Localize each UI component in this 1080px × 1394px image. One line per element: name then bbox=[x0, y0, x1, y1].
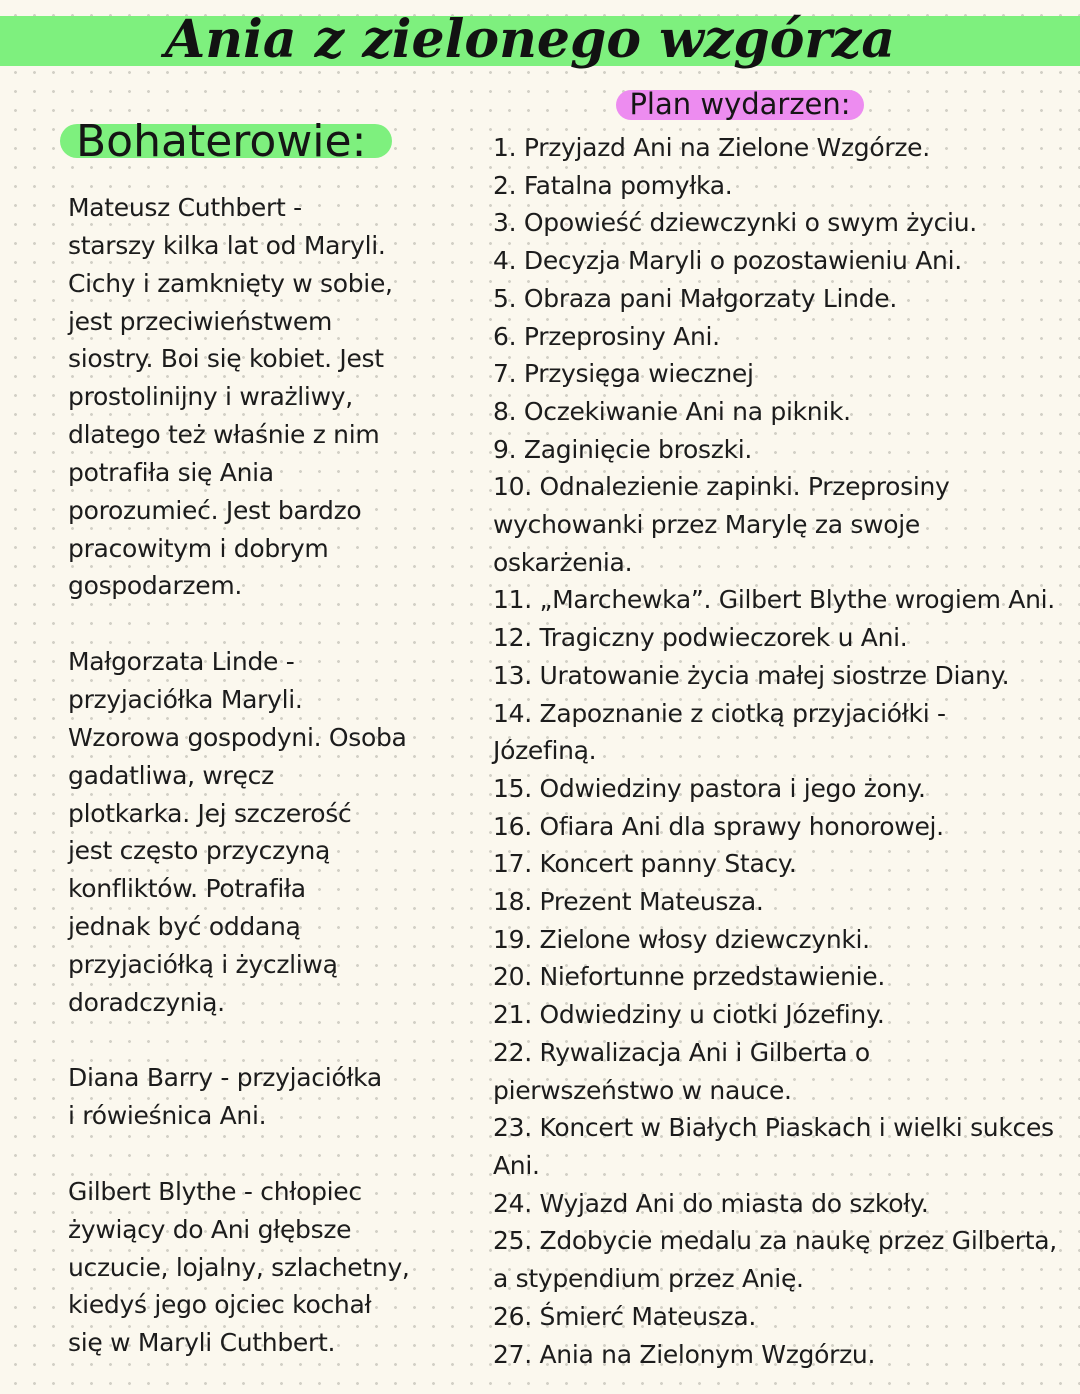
event-item: 23. Koncert w Białych Piaskach i wielki sukces Ani. bbox=[493, 1113, 1054, 1180]
character-description: Małgorzata Linde - przyjaciółka Maryli. Wzorowa gospodyni. Osoba gadatliwa, wręcz plotkarka. Jej szczerość jest często przyczyną konfliktów. Potrafiła jednak być oddaną przyjaciółką i życzliwą doradczynią. bbox=[68, 647, 407, 1017]
event-item: 3. Opowieść dziewczynki o swym życiu. bbox=[493, 208, 977, 238]
character-description: Diana Barry - przyjaciółka i rówieśnica Ani. bbox=[68, 1063, 382, 1131]
event-item: 8. Oczekiwanie Ani na piknik. bbox=[493, 396, 851, 426]
event-item: 6. Przeprosiny Ani. bbox=[493, 321, 720, 351]
characters-section bbox=[68, 189, 412, 1362]
event-item: 13. Uratowanie życia małej siostrze Diany. bbox=[493, 660, 1010, 690]
event-item: 10. Odnalezienie zapinki. Przeprosiny wychowanki przez Marylę za swoje oskarżenia. bbox=[493, 472, 950, 577]
page-title: Ania z zielonego wzgórza bbox=[164, 9, 896, 70]
event-item: 18. Prezent Mateusza. bbox=[493, 887, 764, 917]
event-item: 21. Odwiedziny u ciotki Józefiny. bbox=[493, 1000, 885, 1030]
event-item: 12. Tragiczny podwieczorek u Ani. bbox=[493, 623, 908, 653]
event-item: 5. Obraza pani Małgorzaty Linde. bbox=[493, 283, 897, 313]
event-item: 19. Zielone włosy dziewczynki. bbox=[493, 924, 870, 954]
event-item: 27. Ania na Zielonym Wzgórzu. bbox=[493, 1339, 876, 1369]
event-item: 4. Decyzja Maryli o pozostawieniu Ani. bbox=[493, 246, 962, 276]
event-item: 17. Koncert panny Stacy. bbox=[493, 849, 797, 879]
event-item: 9. Zaginięcie broszki. bbox=[493, 434, 753, 464]
events-heading-block bbox=[616, 86, 864, 124]
event-item: 1. Przyjazd Ani na Zielone Wzgórze. bbox=[493, 133, 930, 162]
event-item: 7. Przysięga wiecznej bbox=[493, 359, 754, 389]
event-item: 25. Zdobycie medalu za naukę przez Gilberta, a stypendium przez Anię. bbox=[493, 1226, 1057, 1294]
events-list bbox=[493, 129, 1075, 1373]
event-item: 14. Zapoznanie z ciotką przyjaciółki - Józefiną. bbox=[493, 698, 946, 766]
event-item: 16. Ofiara Ani dla sprawy honorowej. bbox=[493, 811, 944, 841]
event-item: 26. Śmierć Mateusza. bbox=[493, 1301, 757, 1331]
events-heading: Plan wydarzen: bbox=[629, 87, 851, 121]
characters-heading-block bbox=[60, 116, 392, 167]
characters-heading: Bohaterowie: bbox=[76, 116, 367, 167]
event-item: 20. Niefortunne przedstawienie. bbox=[493, 962, 886, 992]
event-item: 24. Wyjazd Ani do miasta do szkoły. bbox=[493, 1188, 929, 1218]
event-item: 2. Fatalna pomyłka. bbox=[493, 170, 733, 200]
event-item: 22. Rywalizacja Ani i Gilberta o pierwszeństwo w nauce. bbox=[493, 1037, 870, 1105]
event-item: 11. „Marchewka”. Gilbert Blythe wrogiem Ani. bbox=[493, 585, 1055, 615]
character-description: Gilbert Blythe - chłopiec żywiący do Ani głębsze uczucie, lojalny, szlachetny, kiedyś jego ojciec kochał się w Maryli Cuthbert. bbox=[68, 1176, 410, 1358]
character-description: Mateusz Cuthbert - starszy kilka lat od Maryli. Cichy i zamknięty w sobie, jest przeciwieństwem siostry. Boi się kobiet. Jest prostolinijny i wrażliwy, dlatego też właśnie z nim potrafiła się Ania porozumieć. Jest bardzo pracowitym i dobrym gospodarzem. bbox=[68, 193, 393, 601]
event-item: 15. Odwiedziny pastora i jego żony. bbox=[493, 773, 926, 803]
